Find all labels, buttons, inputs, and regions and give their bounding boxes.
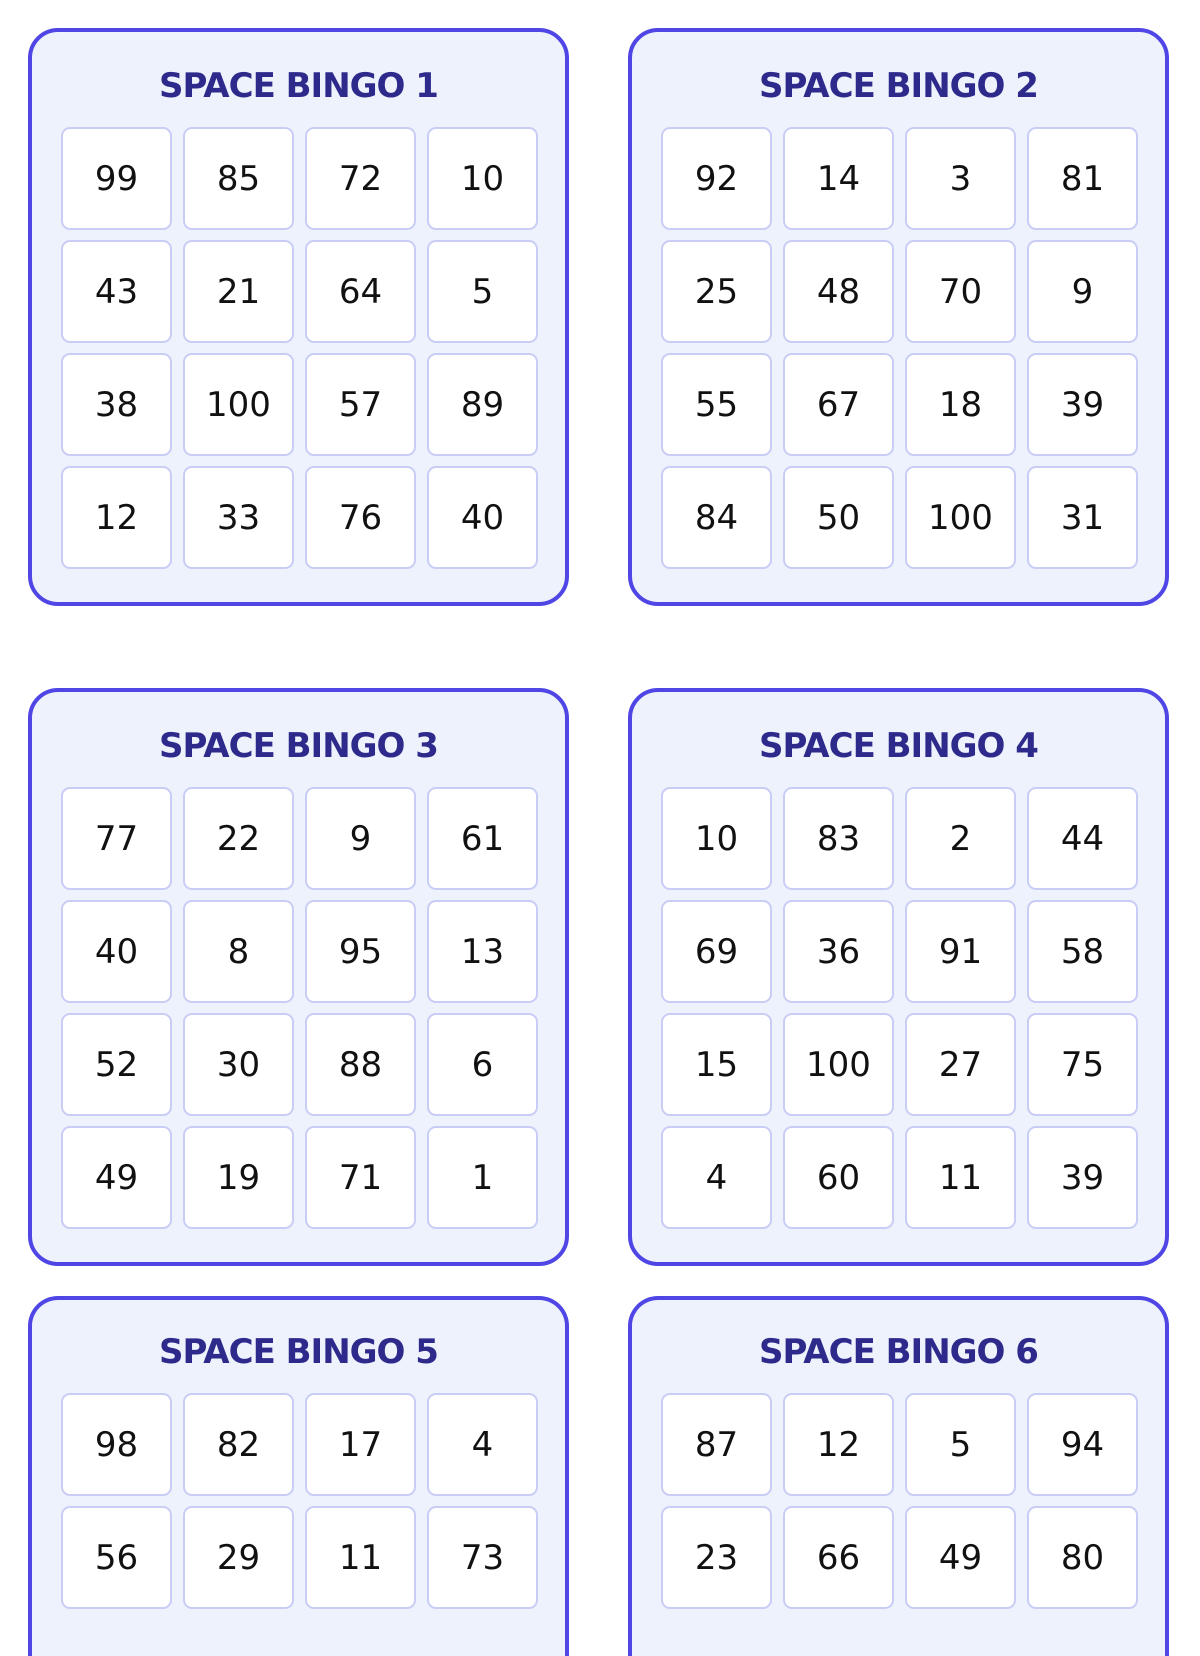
bingo-grid (61, 127, 538, 569)
bingo-cell[interactable]: 40 (61, 900, 172, 1003)
bingo-cell[interactable]: 71 (305, 1126, 416, 1229)
bingo-cell[interactable]: 52 (61, 1013, 172, 1116)
bingo-cell[interactable]: 15 (661, 1013, 772, 1116)
bingo-card-6 (628, 1296, 1169, 1656)
bingo-cell[interactable]: 94 (1027, 1393, 1138, 1496)
bingo-cell[interactable]: 84 (661, 466, 772, 569)
bingo-cell[interactable]: 66 (783, 1506, 894, 1609)
bingo-cell[interactable]: 100 (183, 353, 294, 456)
bingo-card-4 (628, 688, 1169, 1266)
bingo-grid (61, 787, 538, 1229)
bingo-cell[interactable]: 40 (427, 466, 538, 569)
bingo-cell[interactable]: 8 (183, 900, 294, 1003)
bingo-cell[interactable]: 38 (61, 353, 172, 456)
bingo-card-5 (28, 1296, 569, 1656)
bingo-cell[interactable]: 22 (183, 787, 294, 890)
bingo-cell[interactable]: 30 (183, 1013, 294, 1116)
bingo-cell[interactable]: 73 (427, 1506, 538, 1609)
bingo-cell[interactable]: 100 (783, 1013, 894, 1116)
bingo-cell[interactable]: 9 (1027, 240, 1138, 343)
bingo-cell[interactable]: 10 (427, 127, 538, 230)
bingo-cell[interactable]: 12 (61, 466, 172, 569)
bingo-cell[interactable]: 29 (183, 1506, 294, 1609)
bingo-cell[interactable]: 72 (305, 127, 416, 230)
bingo-grid (61, 1393, 538, 1609)
bingo-cell[interactable]: 31 (1027, 466, 1138, 569)
bingo-grid (661, 787, 1138, 1229)
card-title: SPACE BINGO 5 (159, 1332, 438, 1372)
bingo-cell[interactable]: 27 (905, 1013, 1016, 1116)
bingo-cell[interactable]: 91 (905, 900, 1016, 1003)
bingo-cell[interactable]: 23 (661, 1506, 772, 1609)
bingo-cell[interactable]: 92 (661, 127, 772, 230)
bingo-cell[interactable]: 1 (427, 1126, 538, 1229)
bingo-cell[interactable]: 13 (427, 900, 538, 1003)
bingo-cell[interactable]: 80 (1027, 1506, 1138, 1609)
card-title: SPACE BINGO 1 (159, 66, 438, 106)
bingo-cell[interactable]: 17 (305, 1393, 416, 1496)
bingo-cell[interactable]: 33 (183, 466, 294, 569)
bingo-cell[interactable]: 11 (905, 1126, 1016, 1229)
bingo-cell[interactable]: 25 (661, 240, 772, 343)
bingo-cell[interactable]: 21 (183, 240, 294, 343)
card-title: SPACE BINGO 2 (759, 66, 1038, 106)
bingo-cell[interactable]: 98 (61, 1393, 172, 1496)
card-title: SPACE BINGO 3 (159, 726, 438, 766)
bingo-cell[interactable]: 64 (305, 240, 416, 343)
card-title: SPACE BINGO 4 (759, 726, 1038, 766)
bingo-cell[interactable]: 50 (783, 466, 894, 569)
bingo-cell[interactable]: 60 (783, 1126, 894, 1229)
bingo-cell[interactable]: 56 (61, 1506, 172, 1609)
bingo-cell[interactable]: 87 (661, 1393, 772, 1496)
bingo-cell[interactable]: 61 (427, 787, 538, 890)
bingo-cell[interactable]: 69 (661, 900, 772, 1003)
bingo-cell[interactable]: 76 (305, 466, 416, 569)
bingo-cell[interactable]: 57 (305, 353, 416, 456)
bingo-cell[interactable]: 44 (1027, 787, 1138, 890)
bingo-cell[interactable]: 75 (1027, 1013, 1138, 1116)
bingo-cell[interactable]: 19 (183, 1126, 294, 1229)
bingo-cell[interactable]: 5 (427, 240, 538, 343)
bingo-cell[interactable]: 9 (305, 787, 416, 890)
bingo-cell[interactable]: 85 (183, 127, 294, 230)
bingo-card-1 (28, 28, 569, 606)
bingo-cell[interactable]: 55 (661, 353, 772, 456)
bingo-cell[interactable]: 18 (905, 353, 1016, 456)
bingo-cell[interactable]: 88 (305, 1013, 416, 1116)
bingo-grid (661, 127, 1138, 569)
bingo-cell[interactable]: 70 (905, 240, 1016, 343)
bingo-cell[interactable]: 49 (905, 1506, 1016, 1609)
bingo-cell[interactable]: 83 (783, 787, 894, 890)
bingo-cell[interactable]: 39 (1027, 353, 1138, 456)
bingo-cell[interactable]: 2 (905, 787, 1016, 890)
bingo-cell[interactable]: 39 (1027, 1126, 1138, 1229)
bingo-cell[interactable]: 6 (427, 1013, 538, 1116)
bingo-cell[interactable]: 67 (783, 353, 894, 456)
bingo-cell[interactable]: 48 (783, 240, 894, 343)
bingo-card-2 (628, 28, 1169, 606)
bingo-cell[interactable]: 89 (427, 353, 538, 456)
bingo-cell[interactable]: 14 (783, 127, 894, 230)
bingo-cell[interactable]: 77 (61, 787, 172, 890)
bingo-cell[interactable]: 82 (183, 1393, 294, 1496)
bingo-grid (661, 1393, 1138, 1609)
bingo-cell[interactable]: 3 (905, 127, 1016, 230)
bingo-cell[interactable]: 58 (1027, 900, 1138, 1003)
bingo-cell[interactable]: 43 (61, 240, 172, 343)
bingo-cell[interactable]: 81 (1027, 127, 1138, 230)
bingo-cell[interactable]: 95 (305, 900, 416, 1003)
bingo-cell[interactable]: 11 (305, 1506, 416, 1609)
bingo-card-3 (28, 688, 569, 1266)
bingo-cell[interactable]: 4 (661, 1126, 772, 1229)
card-title: SPACE BINGO 6 (759, 1332, 1038, 1372)
bingo-cell[interactable]: 4 (427, 1393, 538, 1496)
bingo-cell[interactable]: 5 (905, 1393, 1016, 1496)
bingo-cell[interactable]: 36 (783, 900, 894, 1003)
bingo-cell[interactable]: 49 (61, 1126, 172, 1229)
bingo-cell[interactable]: 99 (61, 127, 172, 230)
bingo-cell[interactable]: 10 (661, 787, 772, 890)
bingo-cell[interactable]: 12 (783, 1393, 894, 1496)
bingo-cell[interactable]: 100 (905, 466, 1016, 569)
